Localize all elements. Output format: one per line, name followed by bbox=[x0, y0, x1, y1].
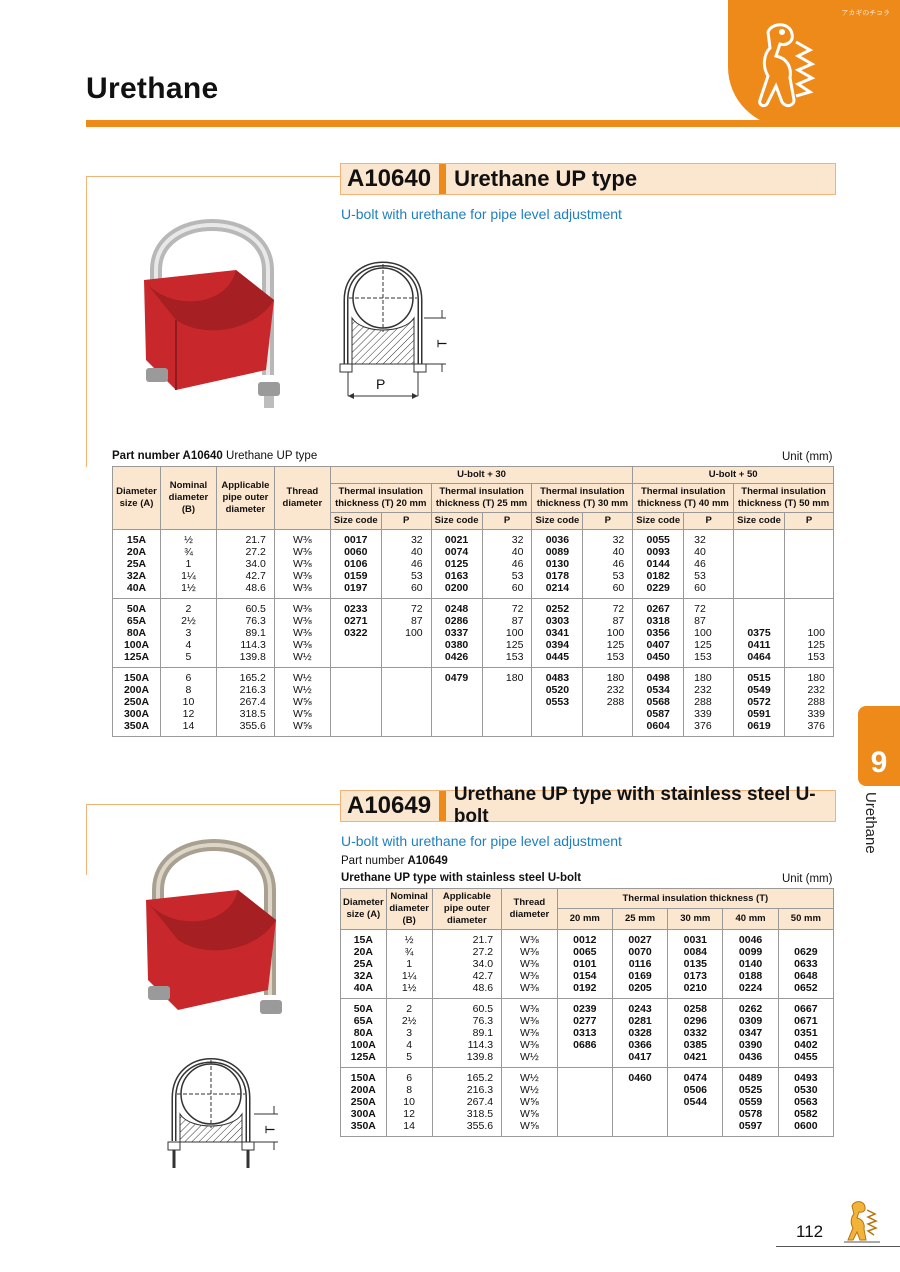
cell-code: 0248 0286 0337 0380 0426 bbox=[431, 598, 482, 667]
cell-dia: 15A 20A 25A 32A 40A bbox=[113, 529, 161, 598]
cell-code: 0498 0534 0568 0587 0604 bbox=[633, 667, 684, 736]
cell-code: 0036 0089 0130 0178 0214 bbox=[532, 529, 583, 598]
chapter-tab-label: Urethane bbox=[862, 792, 879, 854]
table-row bbox=[113, 667, 834, 736]
th-size-code: Size code bbox=[633, 512, 684, 529]
cell-p: 32 40 46 53 60 bbox=[583, 529, 633, 598]
section2-code: A10649 bbox=[347, 792, 432, 819]
th-size-code: Size code bbox=[734, 512, 785, 529]
cell-code: 0493 0530 0563 0582 0600 bbox=[778, 1067, 833, 1136]
th-outer: Applicable pipe outer diameter bbox=[216, 467, 274, 530]
th-t30: Thermal insulation thickness (T) 30 mm bbox=[532, 483, 633, 512]
table2 bbox=[340, 888, 834, 1137]
cell-p: 180 232 288 bbox=[583, 667, 633, 736]
cell-p: 32 40 46 53 60 bbox=[482, 529, 532, 598]
cell-code: 0017 0060 0106 0159 0197 bbox=[330, 529, 381, 598]
cell-dia: 150A 200A 250A 300A 350A bbox=[341, 1067, 387, 1136]
cell-code: 0515 0549 0572 0591 0619 bbox=[734, 667, 785, 736]
th-p: P bbox=[482, 512, 532, 529]
cell-code: 0460 bbox=[612, 1067, 667, 1136]
cell-code: 0012 0065 0101 0154 0192 bbox=[557, 929, 612, 998]
cell-code bbox=[734, 529, 785, 598]
cell-p: 180 232 288 339 376 bbox=[784, 667, 833, 736]
table2-title: Urethane UP type with stainless steel U-bolt bbox=[341, 872, 582, 884]
product-photo-ubolt-urethane bbox=[136, 200, 296, 420]
th-size-code: Size code bbox=[330, 512, 381, 529]
cell-thr: W⅜ W⅜ W⅜ W⅜ W½ bbox=[274, 598, 330, 667]
table1-title-code: A10640 bbox=[182, 450, 223, 462]
th-t20: Thermal insulation thickness (T) 20 mm bbox=[330, 483, 431, 512]
cell-od: 165.2 216.3 267.4 318.5 355.6 bbox=[216, 667, 274, 736]
th-thread: Thread diameter bbox=[274, 467, 330, 530]
cell-code bbox=[330, 667, 381, 736]
page-title: Urethane bbox=[86, 72, 219, 105]
th-t50: Thermal insulation thickness (T) 50 mm bbox=[734, 483, 834, 512]
section2-heading bbox=[340, 784, 836, 827]
th-size-code: Size code bbox=[431, 512, 482, 529]
th-p: P bbox=[583, 512, 633, 529]
table1-unit: Unit (mm) bbox=[782, 451, 833, 463]
cell-code: 0233 0271 0322 bbox=[330, 598, 381, 667]
th-p: P bbox=[784, 512, 833, 529]
table1-title-suffix: Urethane UP type bbox=[222, 450, 318, 462]
cell-code: 0489 0525 0559 0578 0597 bbox=[723, 1067, 778, 1136]
cell-nom: 2 2½ 3 4 5 bbox=[386, 998, 432, 1067]
cell-p bbox=[784, 529, 833, 598]
th-t40: Thermal insulation thickness (T) 40 mm bbox=[633, 483, 734, 512]
cell-code: 0667 0671 0351 0402 0455 bbox=[778, 998, 833, 1067]
th-ubolt50: U-bolt + 50 bbox=[633, 467, 834, 484]
cell-p: 72 87 100 125 153 bbox=[684, 598, 734, 667]
cell-nom: 6 8 10 12 14 bbox=[386, 1067, 432, 1136]
diagram-p-label: P bbox=[376, 376, 386, 392]
cell-code: 0267 0318 0356 0407 0450 bbox=[633, 598, 684, 667]
cell-nom: ½ ¾ 1 1¼ 1½ bbox=[386, 929, 432, 998]
cell-code: 0252 0303 0341 0394 0445 bbox=[532, 598, 583, 667]
th2-t25: 25 mm bbox=[612, 909, 667, 929]
dinosaur-footer-icon bbox=[842, 1198, 882, 1244]
section2-dimension-diagram bbox=[160, 1046, 290, 1171]
title-rule bbox=[86, 120, 900, 127]
cell-code: 0629 0633 0648 0652 bbox=[778, 929, 833, 998]
brand-text: アカギのチコラ bbox=[841, 10, 890, 17]
diagram-t-label: T bbox=[434, 339, 450, 348]
table-row bbox=[113, 598, 834, 667]
section1-name: Urethane UP type bbox=[454, 166, 638, 191]
section1-heading-bar bbox=[439, 164, 446, 194]
cell-code: 0375 0411 0464 bbox=[734, 598, 785, 667]
table2-unit: Unit (mm) bbox=[782, 873, 833, 885]
cell-p: 180 232 288 339 376 bbox=[684, 667, 734, 736]
cell-code: 0262 0309 0347 0390 0436 bbox=[723, 998, 778, 1067]
cell-p: 72 87 100 bbox=[381, 598, 431, 667]
table-row bbox=[341, 998, 834, 1067]
th2-t40: 40 mm bbox=[723, 909, 778, 929]
table1-title-prefix: Part number bbox=[112, 450, 183, 462]
chapter-tab[interactable]: 9 bbox=[858, 706, 900, 786]
th-t25: Thermal insulation thickness (T) 25 mm bbox=[431, 483, 532, 512]
cell-od: 60.5 76.3 89.1 114.3 139.8 bbox=[216, 598, 274, 667]
th-size-code: Size code bbox=[532, 512, 583, 529]
section1-code: A10640 bbox=[347, 165, 432, 192]
cell-p: 72 87 100 125 153 bbox=[583, 598, 633, 667]
table-row bbox=[341, 1067, 834, 1136]
cell-code: 0239 0277 0313 0686 bbox=[557, 998, 612, 1067]
cell-nom: ½ ¾ 1 1¼ 1½ bbox=[160, 529, 216, 598]
th-diameter: Diameter size (A) bbox=[113, 467, 161, 530]
section2-subtitle: U-bolt with urethane for pipe level adjustment bbox=[341, 833, 622, 849]
th-p: P bbox=[684, 512, 734, 529]
section1-heading bbox=[340, 163, 836, 195]
cell-code: 0046 0099 0140 0188 0224 bbox=[723, 929, 778, 998]
th-p: P bbox=[381, 512, 431, 529]
th2-t20: 20 mm bbox=[557, 909, 612, 929]
section1-dimension-diagram bbox=[334, 250, 454, 410]
section2-part-number bbox=[341, 855, 448, 867]
th2-diameter: Diameter size (A) bbox=[341, 889, 387, 930]
cell-code: 0479 bbox=[431, 667, 482, 736]
cell-thr: W⅜ W⅜ W⅜ W⅜ W½ bbox=[502, 998, 558, 1067]
cell-dia: 50A 65A 80A 100A 125A bbox=[341, 998, 387, 1067]
table-row bbox=[113, 529, 834, 598]
table1-title bbox=[112, 450, 317, 462]
cell-code: 0031 0084 0135 0173 0210 bbox=[668, 929, 723, 998]
cell-code bbox=[557, 1067, 612, 1136]
cell-p: 100 125 153 bbox=[784, 598, 833, 667]
cell-code: 0021 0074 0125 0163 0200 bbox=[431, 529, 482, 598]
cell-code: 0243 0281 0328 0366 0417 bbox=[612, 998, 667, 1067]
cell-od: 165.2 216.3 267.4 318.5 355.6 bbox=[432, 1067, 501, 1136]
cell-p bbox=[381, 667, 431, 736]
cell-thr: W½ W½ W⅝ W⅝ W⅝ bbox=[274, 667, 330, 736]
th2-thread: Thread diameter bbox=[502, 889, 558, 930]
th-nominal: Nominal diameter (B) bbox=[160, 467, 216, 530]
cell-dia: 50A 65A 80A 100A 125A bbox=[113, 598, 161, 667]
cell-thr: W½ W½ W⅝ W⅝ W⅝ bbox=[502, 1067, 558, 1136]
cell-p: 180 bbox=[482, 667, 532, 736]
cell-od: 21.7 27.2 34.0 42.7 48.6 bbox=[216, 529, 274, 598]
table-row bbox=[341, 929, 834, 998]
section2-heading-bar bbox=[439, 791, 446, 821]
th2-t30: 30 mm bbox=[668, 909, 723, 929]
cell-code: 0027 0070 0116 0169 0205 bbox=[612, 929, 667, 998]
cell-p: 72 87 100 125 153 bbox=[482, 598, 532, 667]
cell-dia: 15A 20A 25A 32A 40A bbox=[341, 929, 387, 998]
cell-nom: 6 8 10 12 14 bbox=[160, 667, 216, 736]
cell-thr: W⅜ W⅜ W⅜ W⅜ W⅜ bbox=[274, 529, 330, 598]
page-number-rule bbox=[776, 1246, 900, 1247]
diagram2-t-label: T bbox=[262, 1125, 278, 1134]
cell-code: 0474 0506 0544 bbox=[668, 1067, 723, 1136]
cell-code: 0055 0093 0144 0182 0229 bbox=[633, 529, 684, 598]
section2-part-prefix: Part number bbox=[341, 855, 408, 867]
th2-thermal: Thermal insulation thickness (T) bbox=[557, 889, 833, 909]
page-number: 112 bbox=[796, 1222, 824, 1241]
th2-outer: Applicable pipe outer diameter bbox=[432, 889, 501, 930]
cell-nom: 2 2½ 3 4 5 bbox=[160, 598, 216, 667]
section2-name: Urethane UP type with stainless steel U-bolt bbox=[453, 784, 816, 827]
cell-code: 0258 0296 0332 0385 0421 bbox=[668, 998, 723, 1067]
section1-subtitle: U-bolt with urethane for pipe level adjustment bbox=[341, 206, 622, 222]
dinosaur-mascot-icon bbox=[746, 14, 826, 114]
cell-dia: 150A 200A 250A 300A 350A bbox=[113, 667, 161, 736]
cell-p: 32 40 46 53 60 bbox=[381, 529, 431, 598]
cell-code: 0483 0520 0553 bbox=[532, 667, 583, 736]
cell-od: 21.7 27.2 34.0 42.7 48.6 bbox=[432, 929, 501, 998]
cell-od: 60.5 76.3 89.1 114.3 139.8 bbox=[432, 998, 501, 1067]
cell-thr: W⅜ W⅜ W⅜ W⅜ W⅜ bbox=[502, 929, 558, 998]
th2-t50: 50 mm bbox=[778, 909, 833, 929]
section2-part-code: A10649 bbox=[407, 855, 448, 867]
th2-nominal: Nominal diameter (B) bbox=[386, 889, 432, 930]
table1 bbox=[112, 466, 834, 737]
cell-p: 32 40 46 53 60 bbox=[684, 529, 734, 598]
th-ubolt30: U-bolt + 30 bbox=[330, 467, 632, 484]
product-photo-stainless-ubolt bbox=[138, 820, 298, 1030]
